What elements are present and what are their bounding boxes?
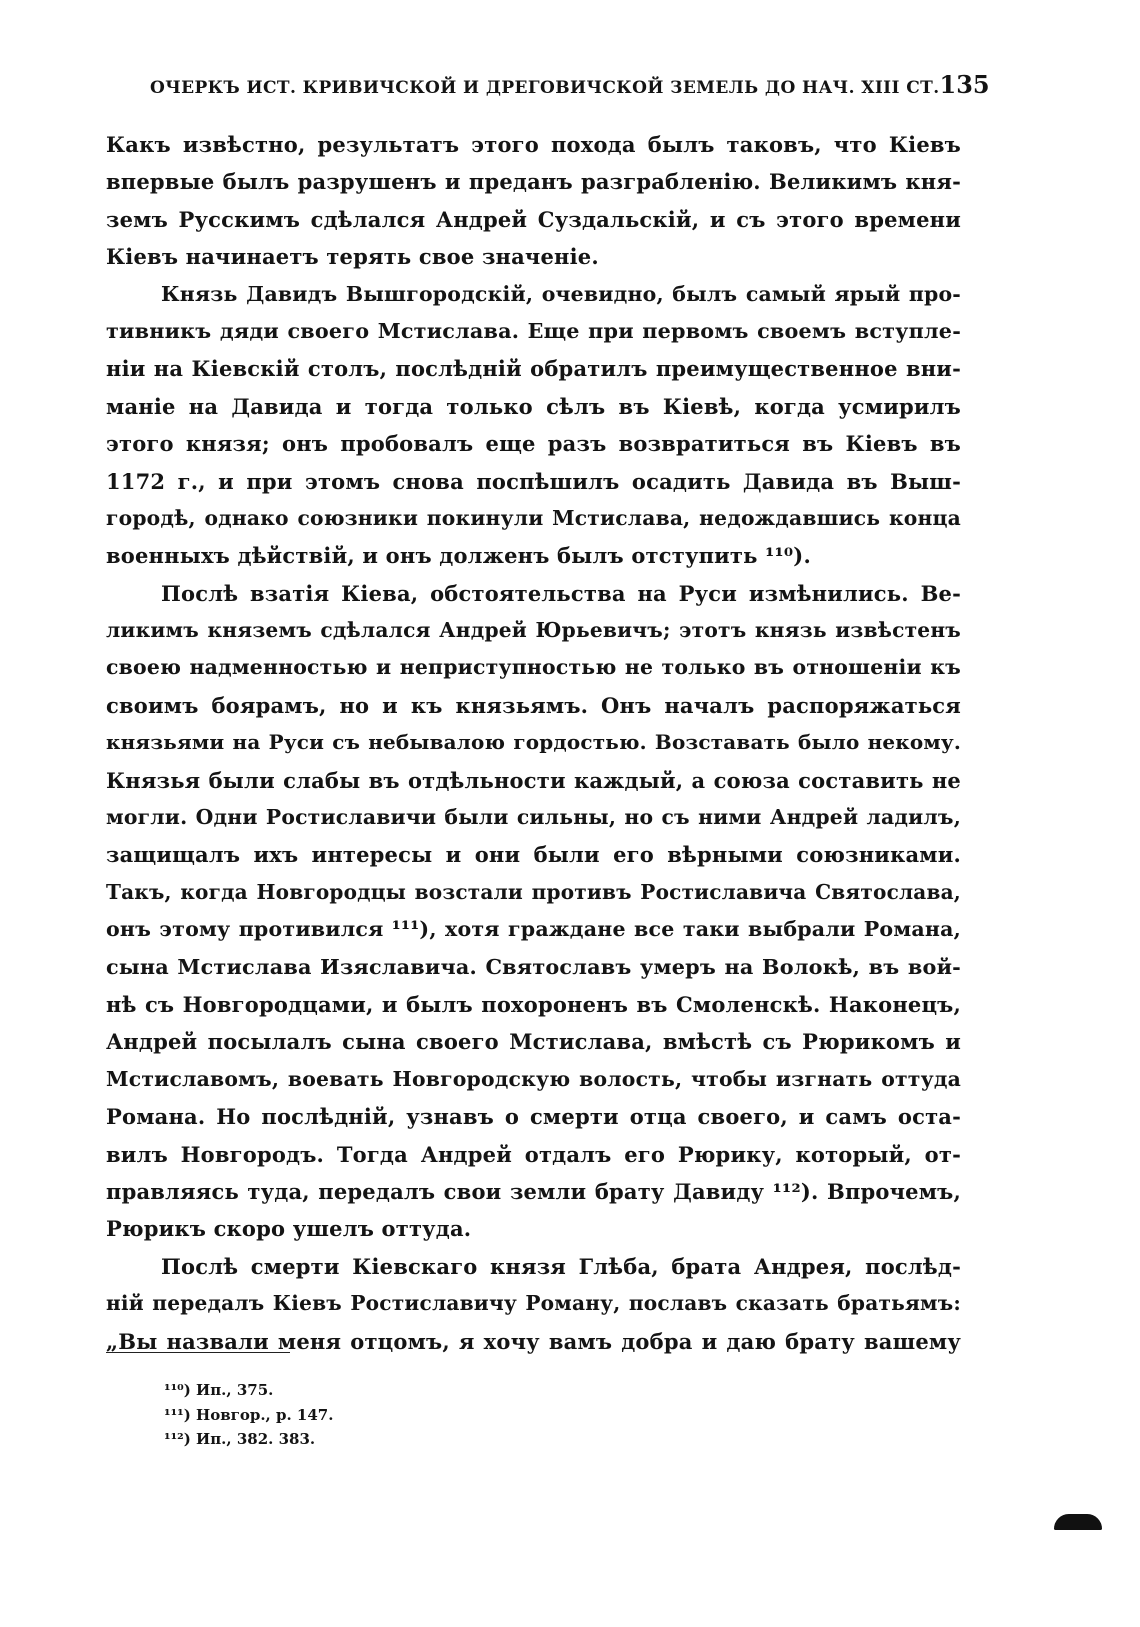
- text-line: Послѣ смерти Кіевскаго князя Глѣба, брата Андрея, послѣд-: [161, 1253, 961, 1279]
- text-line: впервые былъ разрушенъ и преданъ разграбленію. Великимъ кня-: [106, 169, 961, 195]
- text-line: князьями на Руси съ небывалою гордостью. Возставать было некому.: [106, 730, 961, 755]
- body-text: [106, 126, 961, 1360]
- text-line: земъ Русскимъ сдѣлался Андрей Суздальскій, и съ этого времени: [106, 206, 961, 232]
- text-line: 1172 г., и при этомъ снова поспѣшилъ осадить Давида въ Выш-: [106, 468, 961, 494]
- text-line: городѣ, однако союзники покинули Мстислава, недождавшись конца: [106, 505, 961, 530]
- text-line: онъ этому противился ¹¹¹), хотя граждане все таки выбрали Романа,: [106, 917, 961, 942]
- text-line: Князья были слабы въ отдѣльности каждый, а союза составить не: [106, 767, 961, 793]
- text-line: сына Мстислава Изяславича. Святославъ умеръ на Волокѣ, въ вой-: [106, 954, 961, 979]
- text-line: Андрей посылалъ сына своего Мстислава, вмѣстѣ съ Рюрикомъ и: [106, 1029, 961, 1055]
- running-head: [150, 70, 990, 99]
- text-line: Рюрикъ скоро ушелъ оттуда.: [106, 1216, 472, 1242]
- text-line: защищалъ ихъ интересы и они были его вѣрными союзниками.: [106, 842, 961, 868]
- text-line: Князь Давидъ Вышгородскій, очевидно, былъ самый ярый про-: [161, 281, 961, 306]
- footnote-110: ¹¹⁰) Ип., 375.: [164, 1381, 274, 1399]
- scan-ink-blot: [1054, 1514, 1102, 1530]
- footnote-divider: [106, 1352, 290, 1353]
- footnote-111: ¹¹¹) Новгор., р. 147.: [164, 1405, 334, 1424]
- text-line: ній передалъ Кіевъ Ростиславичу Роману, пославъ сказать братьямъ:: [106, 1291, 961, 1316]
- text-line: ніи на Кіевскій столъ, послѣдній обратилъ преимущественное вни-: [106, 356, 961, 382]
- text-line: тивникъ дяди своего Мстислава. Еще при первомъ своемъ вступле-: [106, 318, 961, 343]
- text-line: Послѣ взатія Кіева, обстоятельства на Руси измѣнились. Ве-: [161, 580, 961, 606]
- page-number: 135: [939, 70, 990, 99]
- text-line: правляясь туда, передалъ свои земли брату Давиду ¹¹²). Впрочемъ,: [106, 1178, 961, 1204]
- text-line: вилъ Новгородъ. Тогда Андрей отдалъ его Рюрику, который, от-: [106, 1141, 961, 1167]
- text-line: этого князя; онъ пробовалъ еще разъ возвратиться въ Кіевъ въ: [106, 431, 961, 457]
- text-line: Кіевъ начинаетъ терять свое значеніе.: [106, 244, 599, 270]
- text-line: Романа. Но послѣдній, узнавъ о смерти отца своего, и самъ оста-: [106, 1104, 961, 1130]
- text-line: Какъ извѣстно, результатъ этого похода былъ таковъ, что Кіевъ: [106, 132, 961, 157]
- footnotes: [164, 1378, 333, 1452]
- text-line: „Вы назвали меня отцомъ, я хочу вамъ добра и даю брату вашему: [106, 1328, 961, 1354]
- text-line: могли. Одни Ростиславичи были сильны, но съ ними Андрей ладилъ,: [106, 805, 961, 830]
- text-line: ликимъ княземъ сдѣлался Андрей Юрьевичъ; этотъ князь извѣстенъ: [106, 618, 961, 643]
- text-line: нѣ съ Новгородцами, и былъ похороненъ въ Смоленскѣ. Наконецъ,: [106, 991, 961, 1017]
- text-line: маніе на Давида и тогда только сѣлъ въ Кіевѣ, когда усмирилъ: [106, 393, 961, 419]
- footnote-112: ¹¹²) Ип., 382. 383.: [164, 1430, 316, 1448]
- text-line: военныхъ дѣйствій, и онъ долженъ былъ отступить ¹¹⁰).: [106, 543, 811, 569]
- text-line: Такъ, когда Новгородцы возстали противъ Ростиславича Святослава,: [106, 879, 961, 904]
- running-title: ОЧЕРКЪ ИСТ. КРИВИЧСКОЙ И ДРЕГОВИЧСКОЙ ЗЕМЕЛЬ ДО НАЧ. XIII СТ.: [150, 78, 940, 98]
- text-line: Мстиславомъ, воевать Новгородскую волость, чтобы изгнать оттуда: [106, 1066, 961, 1091]
- text-line: своею надменностью и неприступностью не только въ отношеніи къ: [106, 655, 961, 680]
- text-line: своимъ боярамъ, но и къ князьямъ. Онъ началъ распоряжаться: [106, 692, 961, 718]
